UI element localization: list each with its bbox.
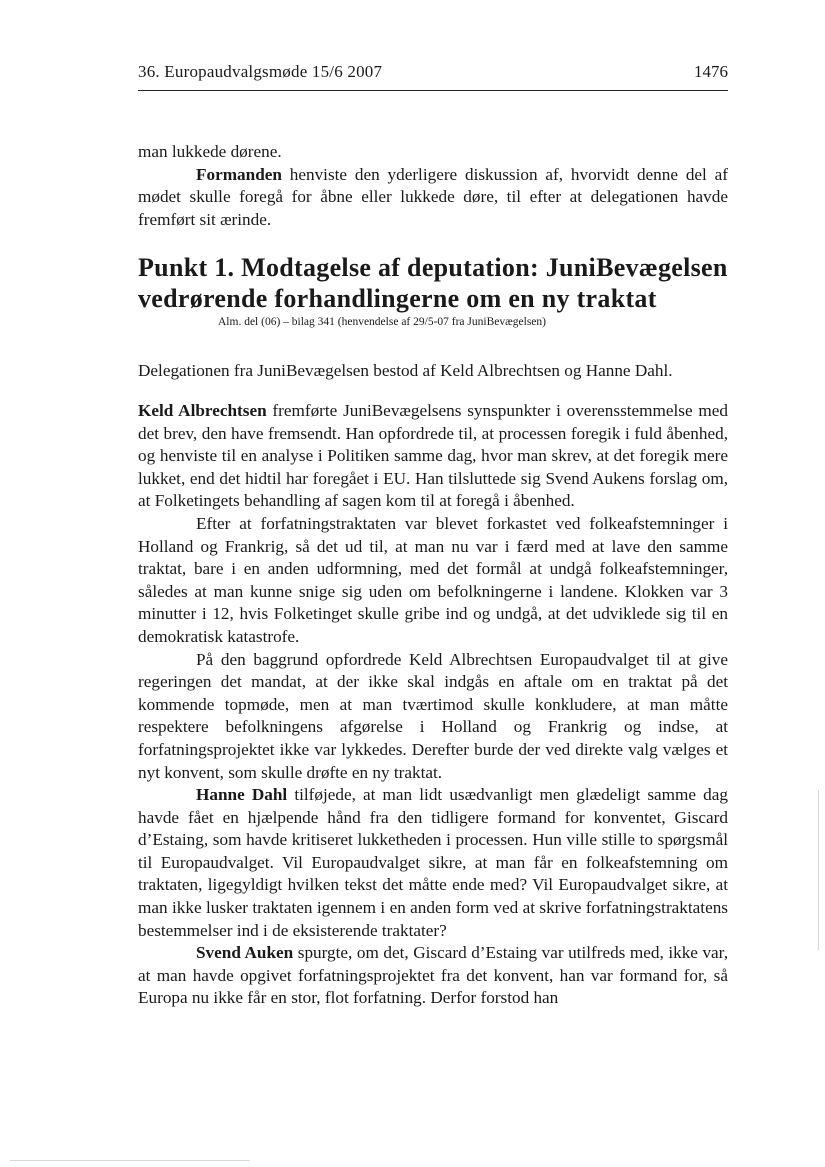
paragraph-keld-albrechtsen bbox=[138, 400, 728, 513]
formanden-paragraph bbox=[138, 164, 728, 232]
paragraph-text: tilføjede, at man lidt usædvanligt men glædeligt samme dag havde fået en hjælpende hånd fra den tidligere formand for konventet, Giscard d’Estaing, som havde kritiseret lukketheden i processen. Hun ville stille to spørgsmål til Europaudvalget. Vil Europaudvalget sikre, at man får en folkeafstemning om traktaten, ligegyldigt hvilken tekst det måtte ende med? Vil Europaudvalget sikre, at man ikke lusker traktaten igennem i en anden form ved at skrive forfatningstraktatens bestemmelser ind i de eksisterende traktater? bbox=[138, 785, 728, 940]
page-number: 1476 bbox=[694, 62, 728, 81]
scan-edge-mark bbox=[818, 790, 819, 950]
intro-block bbox=[138, 141, 728, 231]
delegation-paragraph: Delegationen fra JuniBevægelsen bestod af Keld Albrechtsen og Hanne Dahl. bbox=[138, 361, 673, 380]
section-reference: Alm. del (06) – bilag 341 (henvendelse af 29/5-07 fra JuniBevægelsen) bbox=[218, 316, 546, 328]
paragraph-svend-auken bbox=[138, 942, 728, 1010]
speaker-name: Keld Albrechtsen bbox=[138, 401, 267, 420]
paragraph-forfatningstraktat: Efter at forfatningstraktaten var blevet forkastet ved folkeafstemninger i Holland og Frankrig, så det ud til, at man nu var i færd med at lave den samme traktat, bare i en anden udformning, med det formål at undgå folkeafstemninger, således at man kunne snige sig uden om befolkningerne i landene. Klokken var 3 minutter i 12, hvis Folketinget skulle gribe ind og undgå, at det udviklede sig til en demokratisk katastrofe. bbox=[138, 513, 728, 646]
paragraph-hanne-dahl bbox=[138, 784, 728, 942]
header-title: 36. Europaudvalgsmøde 15/6 2007 bbox=[138, 62, 383, 81]
intro-line: man lukkede dørene. bbox=[138, 142, 282, 161]
scan-bottom-mark bbox=[10, 1160, 250, 1161]
paragraph-baggrund: På den baggrund opfordrede Keld Albrechtsen Europaudvalget til at give regeringen det mandat, at der ikke skal indgås en aftale om en traktat på det kommende topmøde, men at man tværtimod skulle konkludere, at man måtte respektere befolkningens afgørelse i Holland og Frankrig og indse, at forfatningsprojektet ikke var lykkedes. Derefter burde der ved direkte valg vælges et nyt konvent, som skulle drøfte en ny traktat. bbox=[138, 649, 728, 782]
main-text bbox=[138, 400, 728, 1010]
speaker-name: Hanne Dahl bbox=[196, 785, 288, 805]
speaker-name: Formanden bbox=[196, 164, 282, 184]
paragraph-text: fremførte JuniBevægelsens synspunkter i overensstemmelse med det brev, den have fremsendt. Han opfordrede til, at processen foregik i fuld åbenhed, og henviste til en analyse i Politiken samme dag, hvor man skrev, at det foregik mere lukket, end det hidtil har foregået i EU. Han tilsluttede sig Svend Aukens forslag om, at Folketingets behandling af sagen kom til at foregå i åbenhed. bbox=[138, 401, 728, 511]
section-title: Punkt 1. Modtagelse af deputation: JuniBevægelsen vedrørende forhandlingerne om en ny traktat bbox=[138, 253, 728, 313]
paragraph-text: henviste den yderligere diskussion af, hvorvidt denne del af mødet skulle foregå for åbne eller lukkede døre, til efter at delegationen havde fremført sit ærinde. bbox=[138, 164, 728, 229]
page-header bbox=[138, 60, 728, 91]
speaker-name: Svend Auken bbox=[196, 943, 294, 963]
delegation-block bbox=[138, 360, 728, 383]
paragraph-text: spurgte, om det, Giscard d’Estaing var utilfreds med, ikke var, at man havde opgivet forfatningsprojektet fra det konvent, han var formand for, så Europa nu ikke får en stor, flot forfatning. Derfor forstod han bbox=[138, 943, 729, 1008]
